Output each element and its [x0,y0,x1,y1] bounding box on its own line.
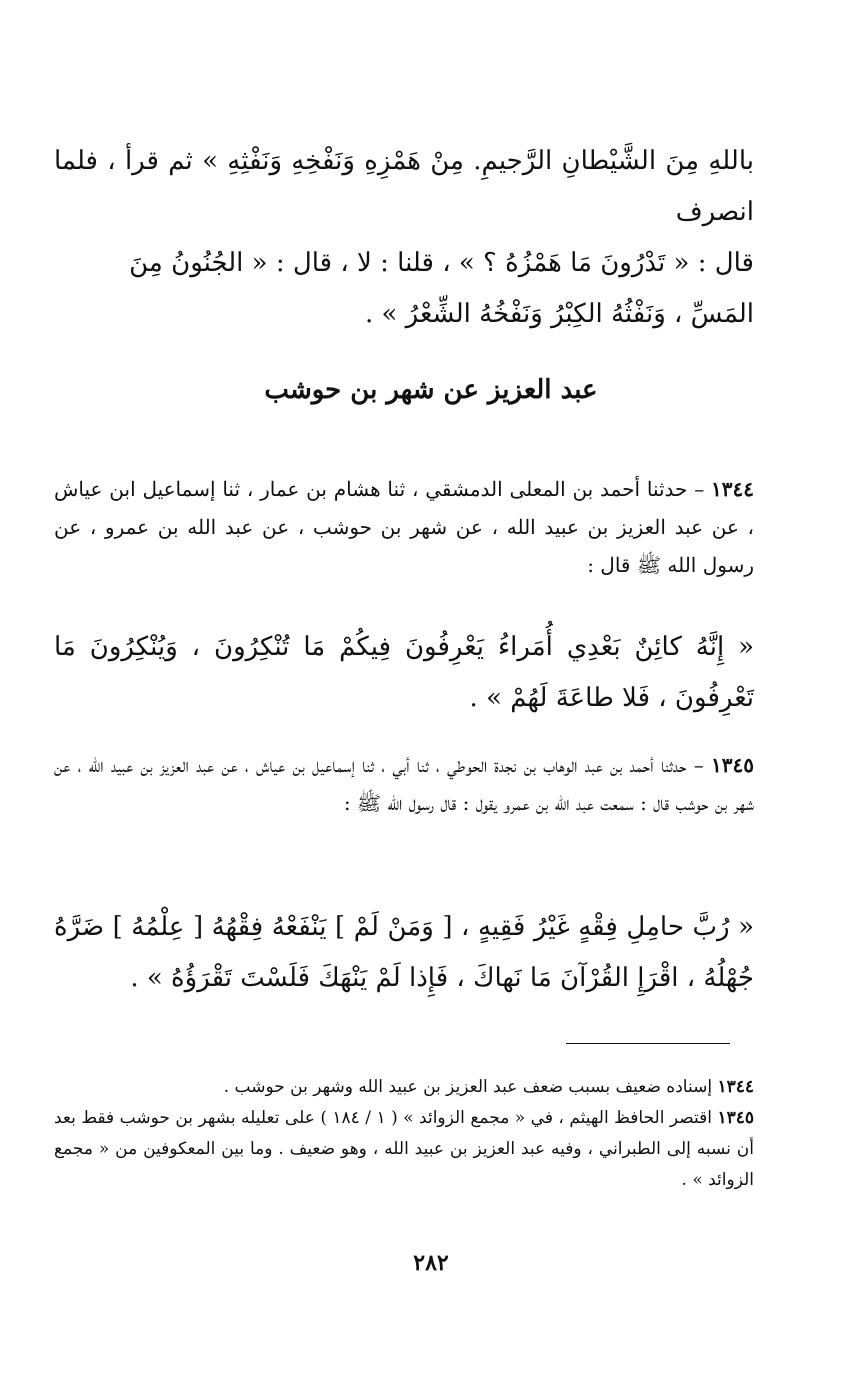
hadith-number: ١٣٤٥ [711,753,754,777]
top-passage-line: باللهِ مِنَ الشَّيْطانِ الرَّجيمِ. مِنْ هَمْزِهِ وَنَفْخِهِ وَنَفْثِهِ » ثم قرأ ، فلما انصرف [54,146,754,227]
top-passage-line: قال : « تَدْرُونَ مَا هَمْزُهُ ؟ » ، قلنا : لا ، قال : « الجُنُونُ مِنَ [129,248,754,278]
top-passage [54,136,754,340]
footnote-number: ١٣٤٤ [717,1077,754,1097]
hadith-1345-matn: « رُبَّ حامِلِ فِقْهٍ غَيْرُ فَقِيهٍ ، [ وَمَنْ لَمْ ] يَنْفَعْهُ فِقْهُهُ [ عِلْمُهُ ] ضَرَّهُ جُهْلُهُ ، اقْرَإِ القُرْآنَ مَا نَهاكَ ، فَإِذا لَمْ يَنْهَكَ فَلَسْتَ تَقْرَؤُهُ » . [54,912,754,993]
top-passage-line: المَسِّ ، وَنَفْثُهُ الكِبْرُ وَنَفْخُهُ الشِّعْرُ » . [364,299,754,329]
footnote-text: اقتصر الحافظ الهيثم ، في « مجمع الزوائد » ( ١ / ١٨٤ ) على تعليله بشهر بن حوشب فقط بعد أن نسبه إلى الطبراني ، وفيه عبد العزيز بن عبيد الله ، وهو ضعيف . وما بين المعكوفين من « مجمع الزوائد » . [54,1108,754,1190]
footnote-text: إسناده ضعيف بسبب ضعف عبد العزيز بن عبيد الله وشهر بن حوشب . [223,1077,718,1097]
footnotes [54,1072,754,1196]
footnote [54,1103,754,1196]
hadith-number: ١٣٤٤ [711,477,754,501]
hadith-1344-matn: « إِنَّهُ كائِنٌ بَعْدِي أُمَراءُ يَعْرِفُونَ فِيكُمْ مَا تُنْكِرُونَ ، وَيُنْكِرُونَ مَا تَعْرِفُونَ ، فَلا طاعَةَ لَهُمْ » . [54,632,754,713]
section-title: عبد العزيز عن شهر بن حوشب [264,375,598,405]
footnote [54,1072,754,1103]
page-number: ٢٨٢ [413,1250,449,1276]
footnote-number: ١٣٤٥ [717,1108,754,1128]
footnote-divider [566,1043,730,1044]
hadith-1345-isnad [54,746,754,822]
isnad-text: – حدثنا أحمد بن عبد الوهاب بن نجدة الحوطي ، ثنا أبي ، ثنا إسماعيل بن عياش ، عن عبد العزيز بن عبيد الله ، عن شهر بن حوشب قال : سمعت عبد الله بن عمرو يقول : قال رسول الله ﷺ : [54,753,754,815]
isnad-text: – حدثنا أحمد بن المعلى الدمشقي ، ثنا هشام بن عمار ، ثنا إسماعيل ابن عياش ، عن عبد العزيز بن عبيد الله ، عن شهر بن حوشب ، عن عبد الله بن عمرو ، عن رسول الله ﷺ قال : [54,477,754,577]
hadith-1344-isnad [54,470,754,584]
